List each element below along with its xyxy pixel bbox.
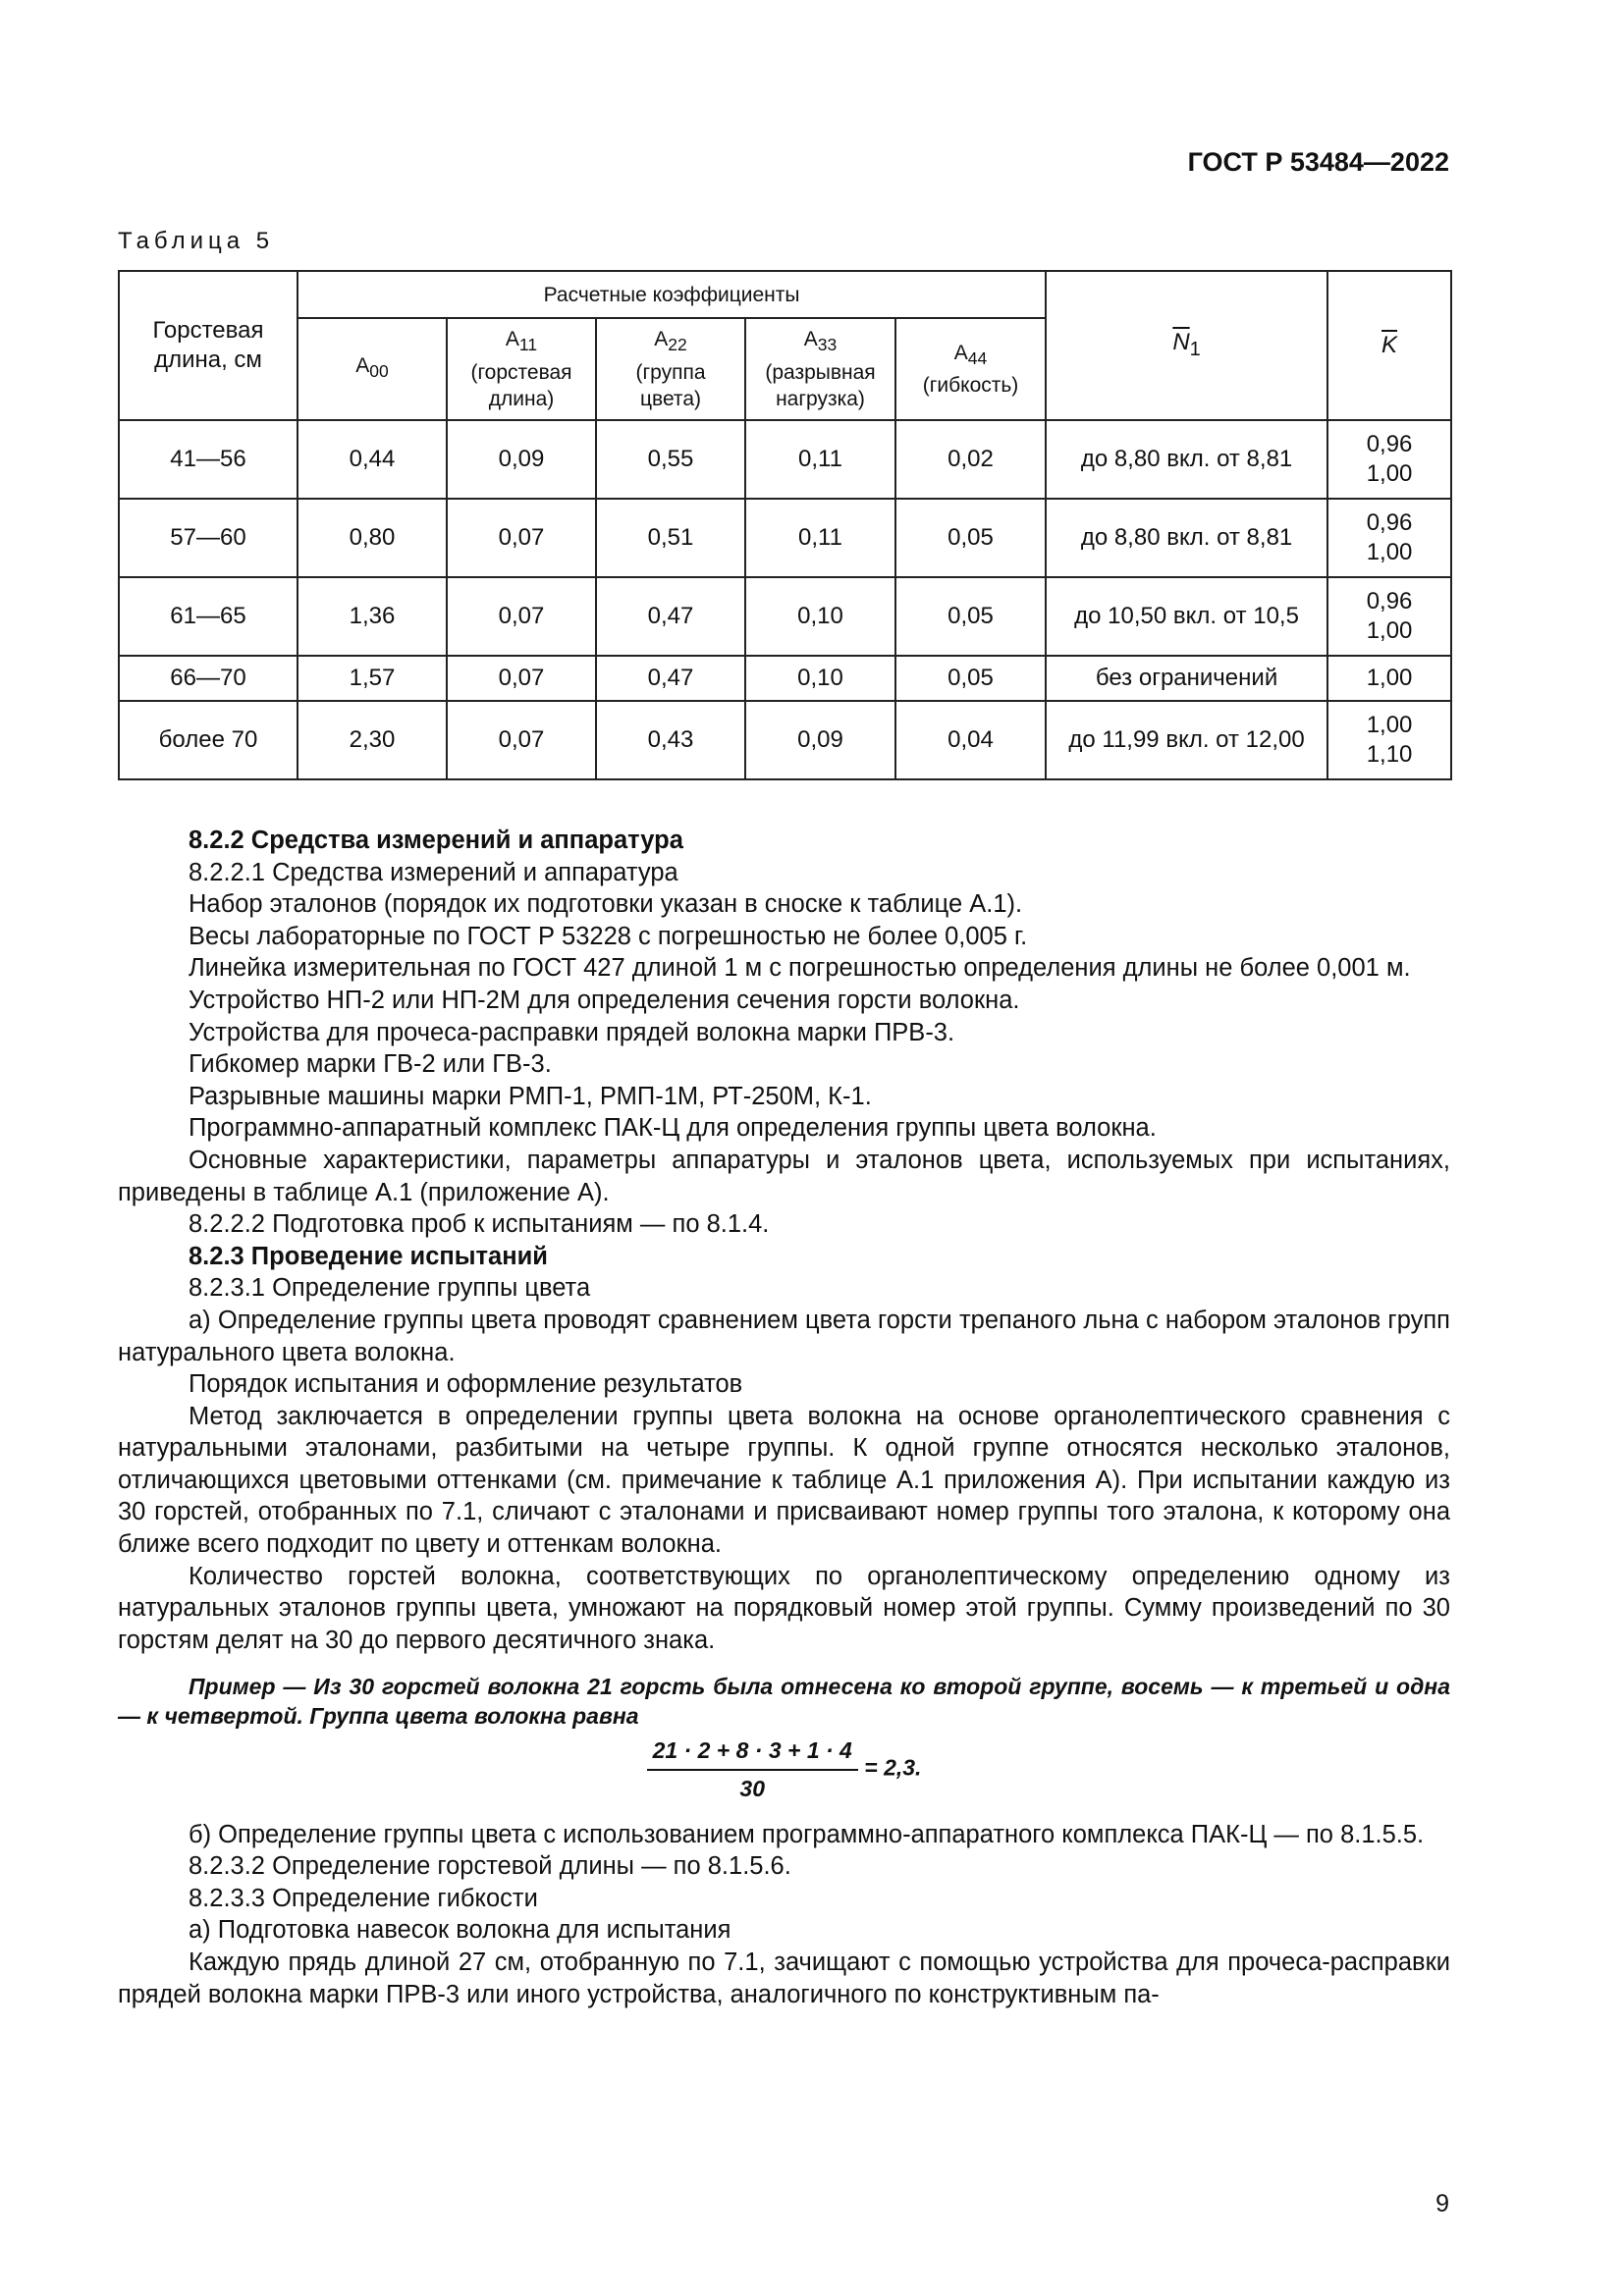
table-row: [119, 656, 1451, 701]
paragraph: 8.2.3.1 Определение группы цвета: [189, 1274, 591, 1303]
cell-a11: 0,07: [447, 577, 596, 656]
cell-a22: 0,43: [596, 701, 745, 779]
section-8-2-3: 8.2.3 Проведение испытаний: [189, 1242, 548, 1270]
cell-k: 1,00 1,10: [1327, 701, 1451, 779]
cell-a44: 0,02: [895, 420, 1046, 499]
paragraph: Разрывные машины марки РМП-1, РМП-1М, РТ-250М, К-1.: [189, 1082, 872, 1110]
formula-denominator: 30: [739, 1776, 765, 1802]
cell-a00: 2,30: [298, 701, 447, 779]
cell-k: 0,96 1,00: [1327, 420, 1451, 499]
cell-a11: 0,07: [447, 656, 596, 701]
paragraph: б) Определение группы цвета с использованием программно-аппаратного комплекса ПАК-Ц — по 8.1.5.5.: [189, 1820, 1425, 1848]
paragraph: 8.2.2.2 Подготовка проб к испытаниям — по 8.1.4.: [189, 1210, 770, 1239]
cell-k: 1,00: [1327, 656, 1451, 701]
formula: [118, 1735, 1450, 1804]
cell-a00: 1,36: [298, 577, 447, 656]
table-row: [119, 499, 1451, 577]
cell-a33: 0,10: [745, 577, 895, 656]
header-coefficients: Расчетные коэффициенты: [298, 271, 1046, 318]
paragraph: 8.2.2.1 Средства измерений и аппаратура: [189, 858, 678, 886]
paragraph: Метод заключается в определении группы цвета волокна на основе органолептического сравнения с натуральными эталонами, разбитыми на четыре группы. К одной группе относятся несколько эталонов, отличающихся цветовыми оттенками (см. примечание к таблице А.1 приложения А). При испытании каждую из 30 горстей, отобранных по 7.1, сличают с эталонами и присваивают номер группы того эталона, к которому она ближе всего подходит по цвету и оттенкам волокна.: [118, 1402, 1450, 1559]
body-text: [118, 825, 1450, 2010]
header-coef-a22: $A_{22}$ (группа цвета): [596, 318, 745, 420]
paragraph: Каждую прядь длиной 27 см, отобранную по 7.1, зачищают с помощью устройства для прочеса-расправки прядей волокна марки ПРВ-3 или иного устройства, аналогичного по конструктивным па-: [118, 1949, 1450, 2008]
table-caption: Таблица 5: [118, 228, 275, 254]
header-coef-a33: $A_{33}$ (разрывная нагрузка): [745, 318, 895, 420]
header-coef-a11: $A_{11}$ (горстевая длина): [447, 318, 596, 420]
paragraph: Весы лабораторные по ГОСТ Р 53228 с погрешностью не более 0,005 г.: [189, 922, 1028, 950]
table-row: [119, 420, 1451, 499]
cell-len: 41—56: [119, 420, 298, 499]
header-length: Горстевая длина, см: [119, 271, 298, 420]
cell-a44: 0,05: [895, 577, 1046, 656]
paragraph: Основные характеристики, параметры аппаратуры и эталонов цвета, используемых при испытаниях, приведены в таблице А.1 (приложение А).: [118, 1146, 1450, 1206]
cell-a44: 0,05: [895, 499, 1046, 577]
header-n1: $\overline{N}_1$: [1046, 271, 1327, 420]
cell-n1: без ограничений: [1046, 656, 1327, 701]
cell-a33: 0,11: [745, 499, 895, 577]
header-k: $\overline{K}$: [1327, 271, 1451, 420]
cell-k: 0,96 1,00: [1327, 499, 1451, 577]
cell-k: 0,96 1,00: [1327, 577, 1451, 656]
cell-a33: 0,10: [745, 656, 895, 701]
paragraph: Набор эталонов (порядок их подготовки указан в сноске к таблице А.1).: [189, 890, 1023, 919]
cell-n1: до 10,50 вкл. от 10,5: [1046, 577, 1327, 656]
cell-a00: 0,80: [298, 499, 447, 577]
paragraph: Устройство НП-2 или НП-2М для определения сечения горсти волокна.: [189, 986, 1020, 1014]
header-coef-a44: $A_{44}$ (гибкость): [895, 318, 1046, 420]
cell-a11: 0,09: [447, 420, 596, 499]
paragraph: Устройства для прочеса-расправки прядей волокна марки ПРВ-3.: [189, 1018, 955, 1046]
cell-a11: 0,07: [447, 499, 596, 577]
paragraph: Количество горстей волокна, соответствующих по органолептическому определению одному из натуральных эталонов группы цвета, умножают на порядковый номер этой группы. Сумму произведений по 30 горстям делят на 30 до первого десятичного знака.: [118, 1562, 1450, 1654]
cell-a44: 0,05: [895, 656, 1046, 701]
cell-a11: 0,07: [447, 701, 596, 779]
paragraph: а) Подготовка навесок волокна для испытания: [189, 1916, 731, 1945]
page-number: 9: [1435, 2190, 1449, 2217]
cell-n1: до 8,80 вкл. от 8,81: [1046, 499, 1327, 577]
formula-fraction: [647, 1735, 858, 1804]
cell-n1: до 8,80 вкл. от 8,81: [1046, 420, 1327, 499]
section-8-2-2: 8.2.2 Средства измерений и аппаратура: [189, 827, 683, 854]
coefficients-table: [118, 270, 1452, 780]
cell-len: 66—70: [119, 656, 298, 701]
paragraph: Программно-аппаратный комплекс ПАК-Ц для определения группы цвета волокна.: [189, 1114, 1157, 1143]
formula-result: = 2,3.: [864, 1755, 922, 1782]
cell-a00: 0,44: [298, 420, 447, 499]
paragraph: 8.2.3.2 Определение горстевой длины — по 8.1.5.6.: [189, 1852, 791, 1881]
paragraph: а) Определение группы цвета проводят сравнением цвета горсти трепаного льна с набором эталонов групп натурального цвета волокна.: [118, 1306, 1450, 1366]
cell-a22: 0,51: [596, 499, 745, 577]
paragraph: Гибкомер марки ГВ-2 или ГВ-3.: [189, 1050, 552, 1079]
cell-a00: 1,57: [298, 656, 447, 701]
paragraph: Порядок испытания и оформление результатов: [189, 1370, 743, 1399]
table-row: [119, 577, 1451, 656]
paragraph: Линейка измерительная по ГОСТ 427 длиной 1 м с погрешностью определения длины не более 0,001 м.: [189, 954, 1411, 983]
table-row: [119, 701, 1451, 779]
document-id: ГОСТ Р 53484—2022: [1187, 147, 1449, 177]
cell-len: 61—65: [119, 577, 298, 656]
cell-n1: до 11,99 вкл. от 12,00: [1046, 701, 1327, 779]
cell-a33: 0,09: [745, 701, 895, 779]
cell-len: 57—60: [119, 499, 298, 577]
formula-numerator: 21 · 2 + 8 · 3 + 1 · 4: [647, 1735, 858, 1771]
header-coef-a00: $A_{00}$: [298, 318, 447, 420]
example-text: Пример — Из 30 горстей волокна 21 горсть была отнесена ко второй группе, восемь — к третьей и одна — к четвертой. Группа цвета волокна равна: [118, 1674, 1450, 1730]
paragraph: 8.2.3.3 Определение гибкости: [189, 1884, 538, 1912]
cell-a44: 0,04: [895, 701, 1046, 779]
cell-a22: 0,47: [596, 656, 745, 701]
cell-len: более 70: [119, 701, 298, 779]
cell-a22: 0,47: [596, 577, 745, 656]
cell-a33: 0,11: [745, 420, 895, 499]
cell-a22: 0,55: [596, 420, 745, 499]
